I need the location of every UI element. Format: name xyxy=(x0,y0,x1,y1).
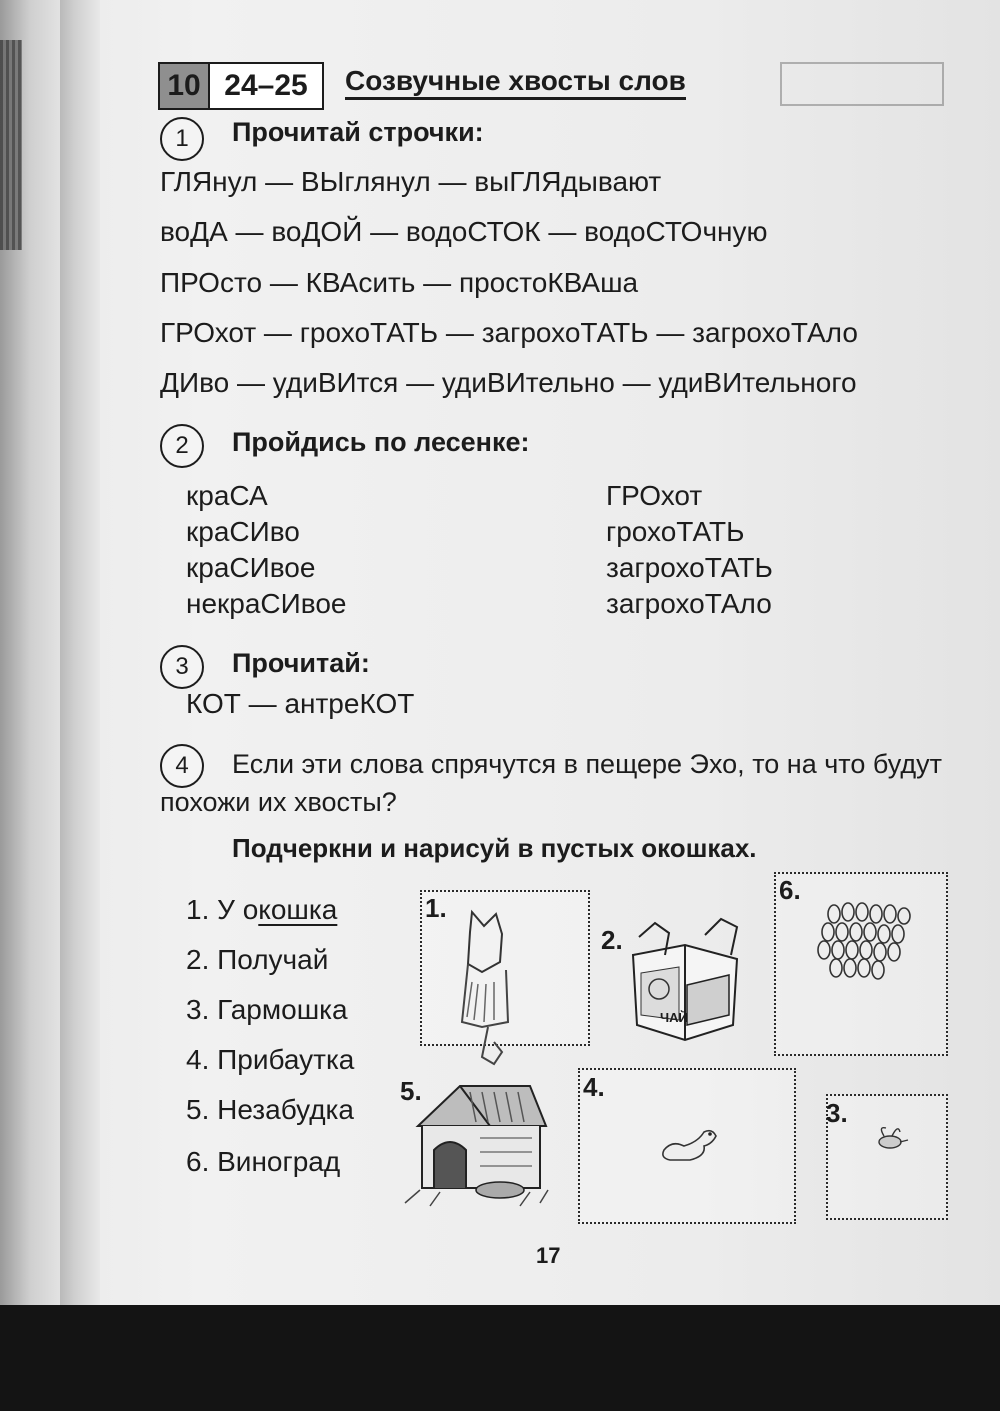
duck-drawing xyxy=(580,1070,794,1222)
ladder-right-1: ГРОхот xyxy=(606,480,703,511)
box-label-4: 4. xyxy=(583,1072,605,1102)
lesson-header-box xyxy=(158,62,324,110)
box-label-3: 3. xyxy=(826,1098,848,1128)
ladder-left-2: краСИво xyxy=(186,516,300,547)
task-1-line-4: ГРОхот — грохоТАТЬ — загрохоТАТЬ — загрохоТАло xyxy=(160,317,858,348)
lesson-number: 10 xyxy=(160,64,208,108)
task-4-question: Если эти слова спрячутся в пещере Эхо, то на что будут похожи их хвосты? xyxy=(160,749,942,817)
task-1-line-2: воДА — воДОЙ — водоСТОК — водоСТОчную xyxy=(160,216,768,247)
cat-drawing xyxy=(422,892,588,1072)
ladder-right-2: грохоТАТЬ xyxy=(606,516,745,547)
task-4-instruction: Подчеркни и нарисуй в пустых окошках. xyxy=(232,833,757,863)
task-1-line-1: ГЛЯнул — ВЫглянул — выГЛЯдывают xyxy=(160,166,662,197)
list-item-1 xyxy=(186,894,337,926)
task-1-line-3: ПРОсто — КВАсить — простоКВАша xyxy=(160,267,639,298)
task-3-title: Прочитай: xyxy=(232,648,370,678)
task-1-line-5: ДИво — удиВИтся — удиВИтельно — удиВИтельного xyxy=(160,367,857,398)
list-item-1-underlined[interactable]: кошка xyxy=(258,894,338,925)
list-item-4[interactable]: 4. Прибаутка xyxy=(186,1044,355,1075)
list-item-5[interactable]: 5. Незабудка xyxy=(186,1094,354,1125)
ladder-right-4: загрохоТАло xyxy=(606,588,772,619)
box-label-6: 6. xyxy=(779,875,801,905)
task-1-number: 1 xyxy=(160,117,204,161)
task-2-title: Пройдись по лесенке: xyxy=(232,427,530,457)
page-range: 24–25 xyxy=(208,64,322,108)
ladder-left-3: краСИвое xyxy=(186,552,316,583)
ladder-left-1: краСА xyxy=(186,480,268,511)
list-item-3[interactable]: 3. Гармошка xyxy=(186,994,348,1025)
page-number: 17 xyxy=(536,1243,561,1268)
book-gutter xyxy=(60,0,100,1305)
ladder-right-3: загрохоТАТЬ xyxy=(606,552,773,583)
drawing-box-4[interactable] xyxy=(578,1068,796,1224)
bleed-through-header xyxy=(780,62,944,106)
box-label-5: 5. xyxy=(400,1076,422,1106)
tea-box-label: ЧАЙ xyxy=(660,1010,688,1025)
previous-page-edge xyxy=(0,40,22,250)
task-4-number: 4 xyxy=(160,744,204,788)
box-label-1: 1. xyxy=(425,893,447,923)
box-label-2: 2. xyxy=(601,925,623,955)
page-title: Созвучные хвосты слов xyxy=(345,66,686,100)
task-1-title: Прочитай строчки: xyxy=(232,117,484,147)
task-2-number: 2 xyxy=(160,424,204,468)
list-item-2[interactable]: 2. Получай xyxy=(186,944,329,975)
task-3-line: КОТ — антреКОТ xyxy=(186,688,415,719)
tea-box-drawing xyxy=(625,915,745,1045)
grapes-drawing xyxy=(776,874,946,1054)
list-item-6[interactable]: 6. Виноград xyxy=(186,1146,341,1177)
doghouse-drawing xyxy=(400,1078,550,1208)
ladder-left-4: некраСИвое xyxy=(186,588,347,619)
task-3-number: 3 xyxy=(160,645,204,689)
list-item-1-prefix: 1. У о xyxy=(186,894,259,925)
